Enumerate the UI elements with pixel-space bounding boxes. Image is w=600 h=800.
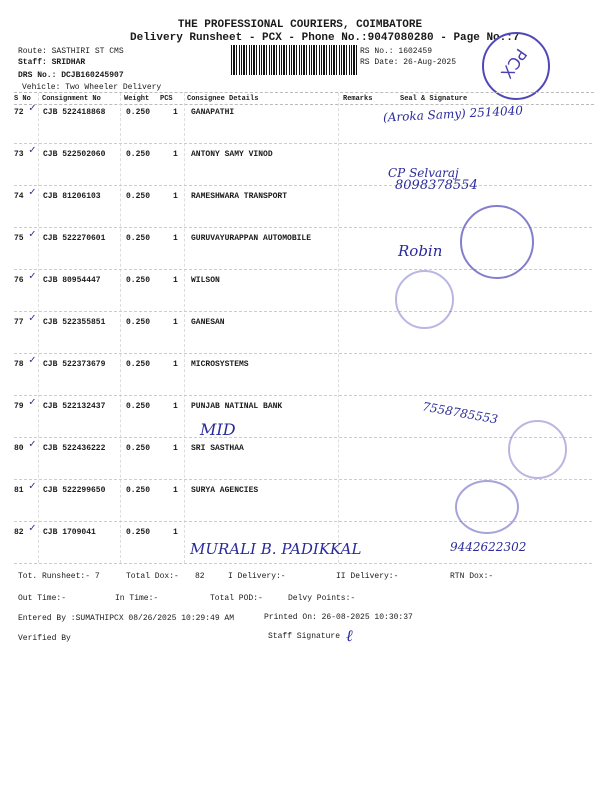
cell-pcs: 1	[173, 150, 178, 159]
cell-sno: 72	[14, 108, 24, 117]
cell-sno: 79	[14, 402, 24, 411]
rs-number: RS No.: 1602459	[360, 47, 433, 56]
cell-sno: 80	[14, 444, 24, 453]
col-weight: Weight	[124, 95, 150, 103]
cell-pcs: 1	[173, 486, 178, 495]
cell-consignee: GANESAN	[191, 318, 225, 327]
cell-weight: 0.250	[126, 192, 151, 201]
cell-consignment: CJB 522270601	[43, 234, 106, 243]
barcode	[231, 45, 358, 75]
cell-consignee: WILSON	[191, 276, 220, 285]
total-dox-value: 82	[195, 572, 205, 581]
handwritten-note: 8098378554	[395, 178, 478, 193]
handwritten-note: Robin	[398, 242, 443, 260]
col-consignee: Consignee Details	[187, 95, 259, 103]
seal-stamp	[395, 270, 454, 329]
drs-number: DRS No.: DCJB160245907	[18, 71, 124, 80]
check-mark-icon: ✓	[29, 481, 36, 493]
i-delivery: I Delivery:-	[228, 572, 286, 581]
row-divider	[14, 479, 592, 480]
cell-sno: 77	[14, 318, 24, 327]
cell-pcs: 1	[173, 444, 178, 453]
cell-weight: 0.250	[126, 108, 151, 117]
cell-consignment: CJB 522436222	[43, 444, 106, 453]
check-mark-icon: ✓	[29, 397, 36, 409]
cell-weight: 0.250	[126, 444, 151, 453]
cell-sno: 76	[14, 276, 24, 285]
check-mark-icon: ✓	[29, 103, 36, 115]
cell-sno: 78	[14, 360, 24, 369]
check-mark-icon: ✓	[29, 229, 36, 241]
cell-weight: 0.250	[126, 360, 151, 369]
cell-consignee: SRI SASTHAA	[191, 444, 244, 453]
cell-sno: 75	[14, 234, 24, 243]
cell-weight: 0.250	[126, 486, 151, 495]
row-divider	[14, 563, 592, 564]
cell-sno: 81	[14, 486, 24, 495]
cell-weight: 0.250	[126, 150, 151, 159]
document-title: THE PROFESSIONAL COURIERS, COIMBATORE	[177, 19, 423, 31]
pcx-stamp	[482, 32, 550, 100]
cell-sno: 73	[14, 150, 24, 159]
handwritten-note: MID	[200, 420, 236, 439]
seal-stamp	[460, 205, 534, 279]
staff: Staff: SRIDHAR	[18, 58, 86, 67]
cell-consignment: CJB 522373679	[43, 360, 106, 369]
handwritten-note: 7558785553	[421, 399, 499, 427]
vehicle: Vehicle: Two Wheeler Delivery	[22, 83, 162, 92]
cell-consignment: CJB 522502060	[43, 150, 106, 159]
cell-pcs: 1	[173, 108, 178, 117]
runsheet-subtitle: Delivery Runsheet - PCX - Phone No.:9047080280 - Page No.:7	[130, 32, 520, 44]
cell-weight: 0.250	[126, 402, 151, 411]
tot-runsheet: Tot. Runsheet:- 7	[18, 572, 100, 581]
cell-consignee: GANAPATHI	[191, 108, 235, 117]
table-row	[0, 271, 600, 317]
col-pcs: PCS	[160, 95, 173, 103]
cell-weight: 0.250	[126, 234, 151, 243]
entered-by: Entered By :SUMATHIPCX 08/26/2025 10:29:49 AM	[18, 614, 235, 623]
cell-consignment: CJB 522299650	[43, 486, 106, 495]
handwritten-note: MURALI B. PADIKKAL	[190, 540, 362, 558]
row-divider	[14, 143, 592, 144]
check-mark-icon: ✓	[29, 271, 36, 283]
cell-consignment: CJB 522355851	[43, 318, 106, 327]
verified-by: Verified By	[18, 634, 71, 643]
stamp-text: PCX	[496, 45, 531, 82]
check-mark-icon: ✓	[29, 313, 36, 325]
cell-consignee: ANTONY SAMY VINOD	[191, 150, 273, 159]
cell-weight: 0.250	[126, 528, 151, 537]
cell-pcs: 1	[173, 528, 178, 537]
row-divider	[14, 311, 592, 312]
printed-on: Printed On: 26-08-2025 10:30:37	[264, 613, 413, 622]
cell-sno: 74	[14, 192, 24, 201]
cell-consignment: CJB 81206103	[43, 192, 101, 201]
table-row	[0, 145, 600, 191]
row-divider	[14, 185, 592, 186]
cell-pcs: 1	[173, 276, 178, 285]
cell-weight: 0.250	[126, 318, 151, 327]
staff-signature-label: Staff Signature	[268, 632, 341, 641]
table-row	[0, 313, 600, 359]
handwritten-note: 9442622302	[450, 540, 527, 554]
header-divider	[14, 92, 594, 93]
check-mark-icon: ✓	[29, 187, 36, 199]
total-pod: Total POD:-	[210, 594, 263, 603]
cell-consignment: CJB 80954447	[43, 276, 101, 285]
check-mark-icon: ✓	[29, 145, 36, 157]
col-sno: S No	[14, 95, 31, 103]
ii-delivery: II Delivery:-	[336, 572, 399, 581]
check-mark-icon: ✓	[29, 355, 36, 367]
cell-pcs: 1	[173, 402, 178, 411]
cell-consignee: RAMESHWARA TRANSPORT	[191, 192, 288, 201]
cell-consignee: PUNJAB NATINAL BANK	[191, 402, 283, 411]
handwritten-note: CP Selvaraj	[388, 166, 459, 180]
out-time: Out Time:-	[18, 594, 67, 603]
handwritten-note: (Aroka Samy) 2514040	[382, 103, 524, 125]
cell-sno: 82	[14, 528, 24, 537]
seal-stamp	[508, 420, 567, 479]
cell-weight: 0.250	[126, 276, 151, 285]
seal-stamp	[455, 480, 519, 534]
row-divider	[14, 437, 592, 438]
route: Route: SASTHIRI ST CMS	[18, 47, 124, 56]
cell-pcs: 1	[173, 318, 178, 327]
rtn-dox: RTN Dox:-	[450, 572, 494, 581]
row-divider	[14, 395, 592, 396]
cell-consignee: GURUVAYURAPPAN AUTOMOBILE	[191, 234, 312, 243]
row-divider	[14, 353, 592, 354]
col-seal: Seal & Signature	[400, 95, 468, 103]
rs-date: RS Date: 26-Aug-2025	[360, 58, 457, 67]
delvy-points: Delvy Points:-	[288, 594, 356, 603]
check-mark-icon: ✓	[29, 439, 36, 451]
check-mark-icon: ✓	[29, 523, 36, 535]
cell-consignment: CJB 522418868	[43, 108, 106, 117]
cell-consignment: CJB 522132437	[43, 402, 106, 411]
total-dox-label: Total Dox:-	[126, 572, 179, 581]
cell-consignee: SURYA AGENCIES	[191, 486, 259, 495]
staff-signature-mark: ℓ	[346, 626, 353, 645]
cell-consignee: MICROSYSTEMS	[191, 360, 249, 369]
cell-pcs: 1	[173, 234, 178, 243]
cell-pcs: 1	[173, 192, 178, 201]
cell-consignment: CJB 1709041	[43, 528, 96, 537]
col-consignment: Consignment No	[42, 95, 101, 103]
cell-pcs: 1	[173, 360, 178, 369]
col-remarks: Remarks	[343, 95, 373, 103]
table-row	[0, 355, 600, 401]
in-time: In Time:-	[115, 594, 159, 603]
